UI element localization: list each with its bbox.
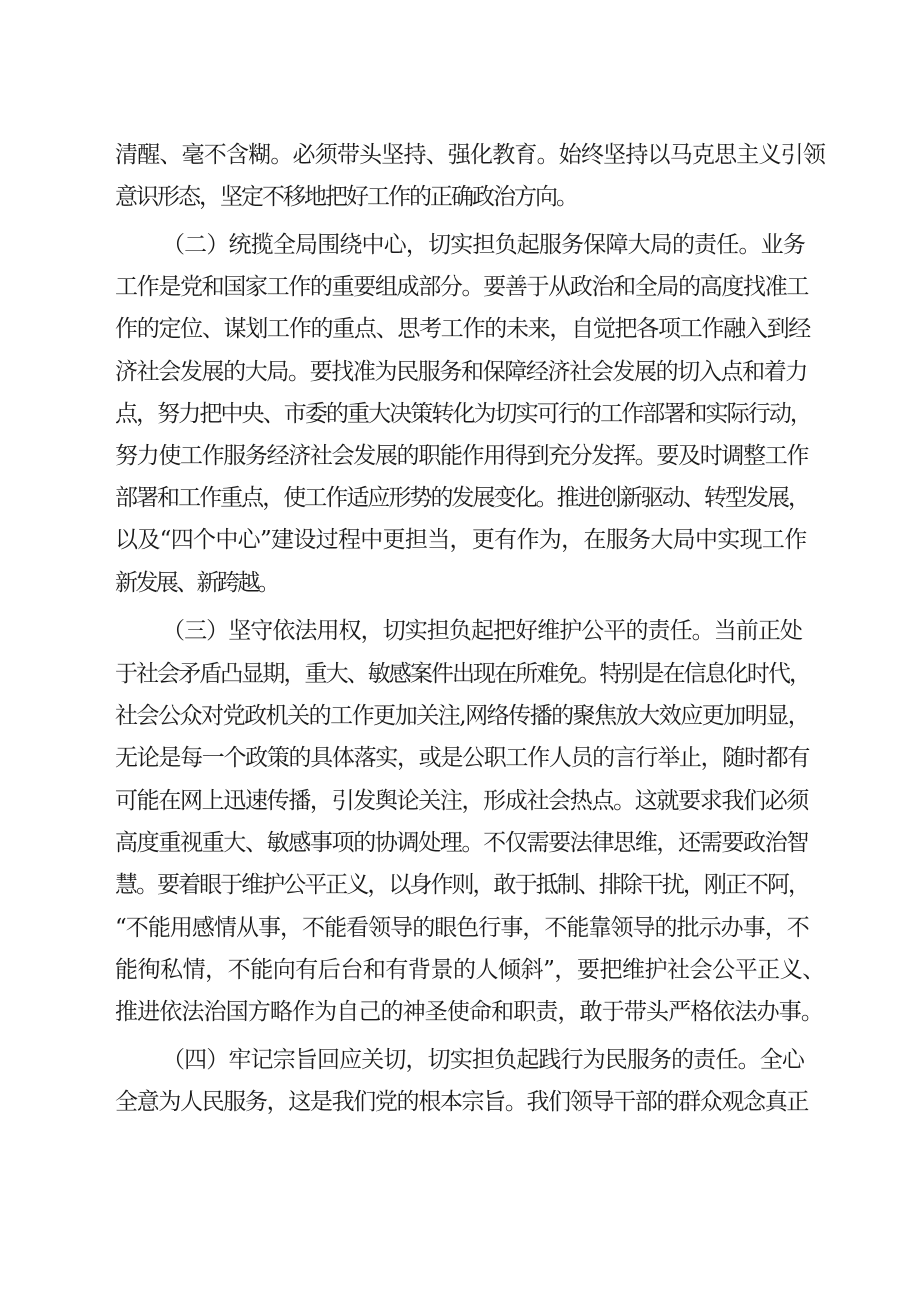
text-line: 社会公众对党政机关的工作更加关注,网络传播的聚焦放大效应更加明显， bbox=[115, 703, 810, 729]
text-line: 无论是每一个政策的具体落实，或是公职工作人员的言行举止，随时都有 bbox=[115, 745, 809, 771]
text-line: 推进依法治国方略作为自己的神圣使命和职责，敢于带头严格依法办事。 bbox=[115, 999, 823, 1025]
text-line: 点，努力把中央、市委的重大决策转化为切实可行的工作部署和实际行动， bbox=[115, 401, 812, 427]
text-line: 于社会矛盾凸显期，重大、敏感案件出现在所难免。特别是在信息化时代， bbox=[115, 661, 811, 687]
text-line: 清醒、毫不含糊。必须带头坚持、强化教育。始终坚持以马克思主义引领 bbox=[115, 142, 825, 168]
text-line: （三）坚守依法用权，切实担负起把好维护公平的责任。当前正处 bbox=[162, 618, 803, 644]
text-line: 高度重视重大、敏感事项的协调处理。不仅需要法律思维，还需要政治智 bbox=[115, 830, 808, 856]
text-line: 能徇私情，不能向有后台和有背景的人倾斜”，要把维护社会公平正义、 bbox=[115, 957, 825, 983]
text-line: 以及“四个中心”建设过程中更担当，更有作为，在服务大局中实现工作 bbox=[115, 527, 807, 553]
text-line: “不能用感情从事，不能看领导的眼色行事，不能靠领导的批示办事，不 bbox=[115, 915, 809, 941]
text-line: 济社会发展的大局。要找准为民服务和保障经济社会发展的切入点和着力 bbox=[115, 359, 807, 385]
text-line: 工作是党和国家工作的重要组成部分。要善于从政治和全局的高度找准工 bbox=[115, 274, 808, 300]
text-line: （四）牢记宗旨回应关切，切实担负起践行为民服务的责任。全心 bbox=[162, 1047, 805, 1073]
text-line: 新发展、新跨越。 bbox=[115, 570, 278, 596]
text-line: 全意为人民服务，这是我们党的根本宗旨。我们领导干部的群众观念真正 bbox=[115, 1089, 808, 1115]
text-line: 努力使工作服务经济社会发展的职能作用得到充分发挥。要及时调整工作 bbox=[115, 443, 808, 469]
text-line: 意识形态，坚定不移地把好工作的正确政治方向。 bbox=[115, 184, 577, 210]
text-line: 部署和工作重点，使工作适应形势的发展变化。推进创新驱动、转型发展， bbox=[115, 485, 809, 511]
text-line: 慧。要着眼于维护公平正义，以身作则，敢于抵制、排除干扰，刚正不阿， bbox=[115, 872, 809, 898]
text-line: （二）统揽全局围绕中心，切实担负起服务保障大局的责任。业务 bbox=[162, 232, 806, 258]
text-line: 可能在网上迅速传播，引发舆论关注，形成社会热点。这就要求我们必须 bbox=[115, 788, 808, 814]
text-line: 作的定位、谋划工作的重点、思考工作的未来，自觉把各项工作融入到经 bbox=[115, 316, 810, 342]
